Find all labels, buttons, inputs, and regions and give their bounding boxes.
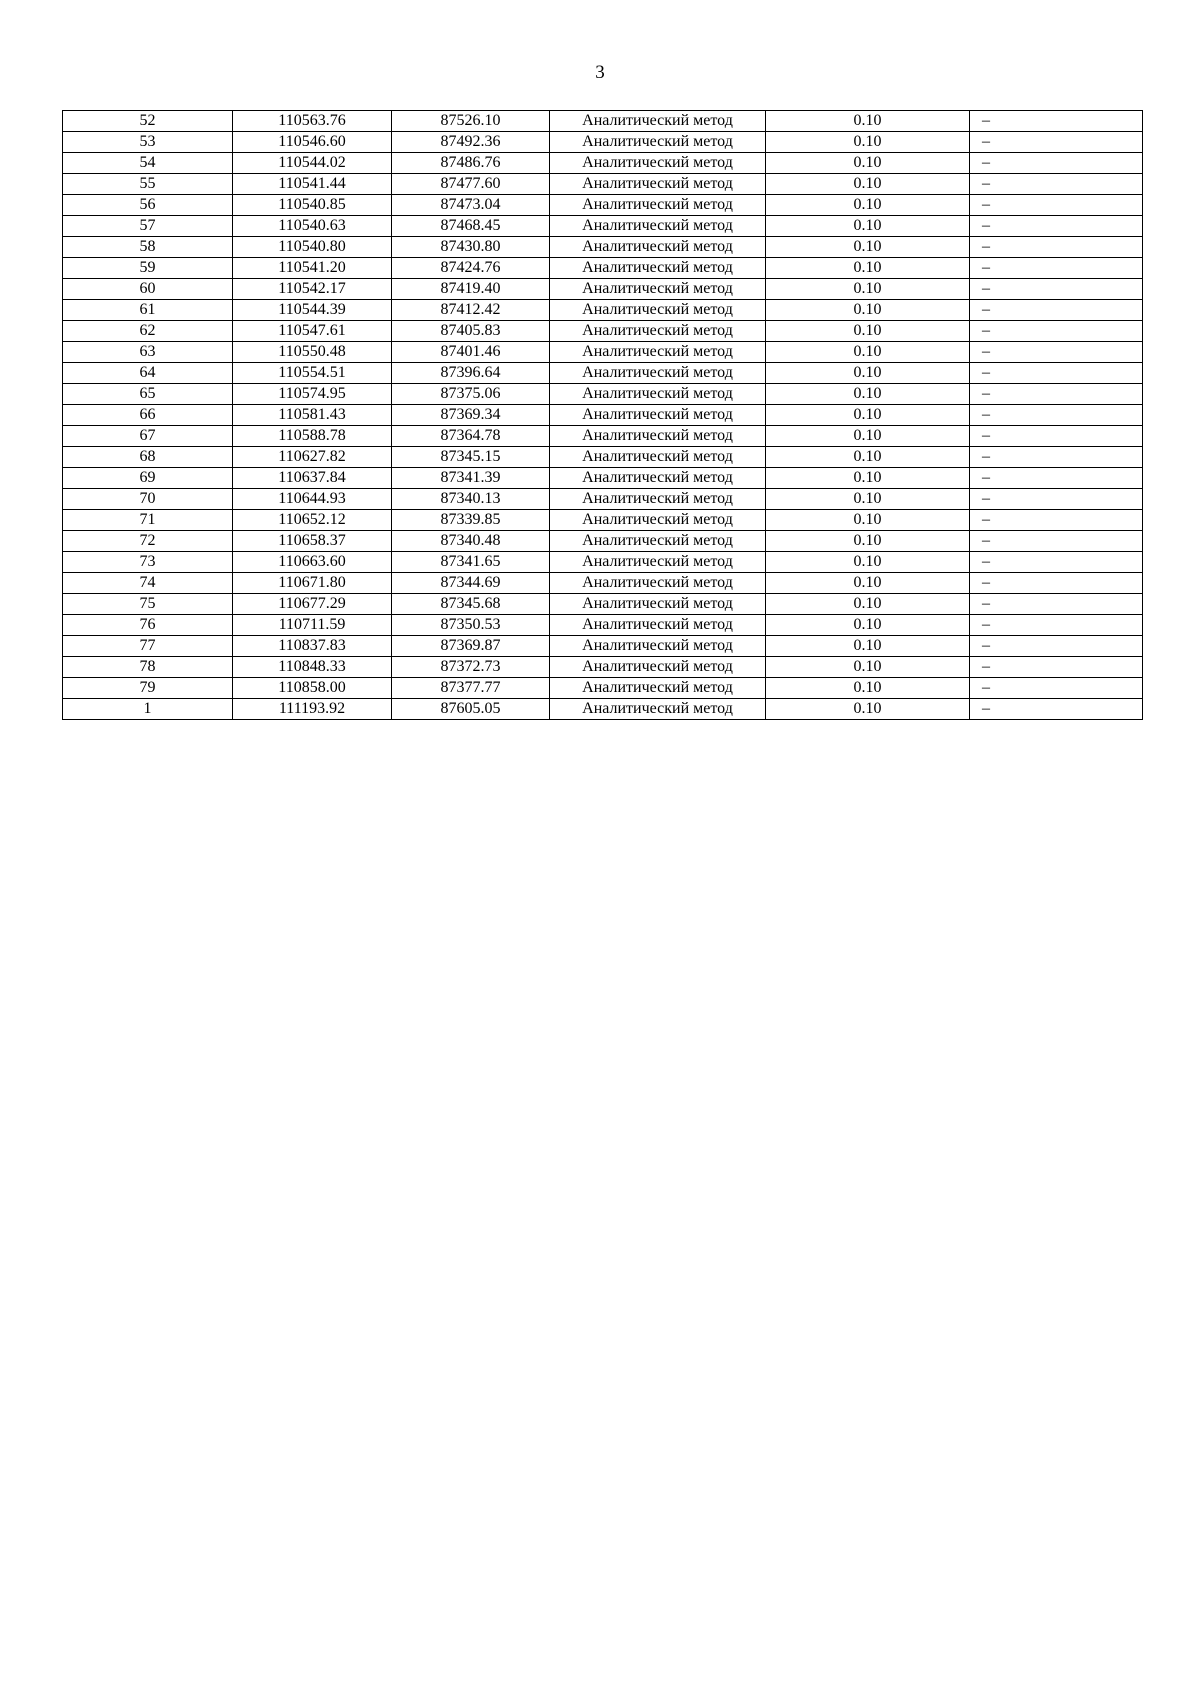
method-cell: Аналитический метод bbox=[550, 510, 766, 531]
accuracy-cell: 0.10 bbox=[766, 468, 970, 489]
point-number-cell: 57 bbox=[63, 216, 233, 237]
point-number-cell: 64 bbox=[63, 363, 233, 384]
note-cell: – bbox=[970, 510, 1143, 531]
accuracy-cell: 0.10 bbox=[766, 636, 970, 657]
accuracy-cell: 0.10 bbox=[766, 363, 970, 384]
accuracy-cell: 0.10 bbox=[766, 321, 970, 342]
method-cell: Аналитический метод bbox=[550, 174, 766, 195]
note-cell: – bbox=[970, 594, 1143, 615]
point-number-cell: 73 bbox=[63, 552, 233, 573]
coordinates-table-body bbox=[63, 111, 1143, 720]
table-row bbox=[63, 300, 1143, 321]
note-cell: – bbox=[970, 195, 1143, 216]
accuracy-cell: 0.10 bbox=[766, 510, 970, 531]
accuracy-cell: 0.10 bbox=[766, 300, 970, 321]
y-coordinate-cell: 87340.48 bbox=[392, 531, 550, 552]
method-cell: Аналитический метод bbox=[550, 195, 766, 216]
y-coordinate-cell: 87369.34 bbox=[392, 405, 550, 426]
point-number-cell: 70 bbox=[63, 489, 233, 510]
method-cell: Аналитический метод bbox=[550, 426, 766, 447]
y-coordinate-cell: 87364.78 bbox=[392, 426, 550, 447]
accuracy-cell: 0.10 bbox=[766, 342, 970, 363]
method-cell: Аналитический метод bbox=[550, 699, 766, 720]
x-coordinate-cell: 110541.44 bbox=[233, 174, 392, 195]
table-row bbox=[63, 468, 1143, 489]
method-cell: Аналитический метод bbox=[550, 573, 766, 594]
note-cell: – bbox=[970, 657, 1143, 678]
y-coordinate-cell: 87350.53 bbox=[392, 615, 550, 636]
note-cell: – bbox=[970, 321, 1143, 342]
accuracy-cell: 0.10 bbox=[766, 216, 970, 237]
x-coordinate-cell: 110644.93 bbox=[233, 489, 392, 510]
y-coordinate-cell: 87492.36 bbox=[392, 132, 550, 153]
x-coordinate-cell: 110541.20 bbox=[233, 258, 392, 279]
x-coordinate-cell: 110550.48 bbox=[233, 342, 392, 363]
note-cell: – bbox=[970, 678, 1143, 699]
method-cell: Аналитический метод bbox=[550, 615, 766, 636]
point-number-cell: 56 bbox=[63, 195, 233, 216]
note-cell: – bbox=[970, 342, 1143, 363]
accuracy-cell: 0.10 bbox=[766, 531, 970, 552]
method-cell: Аналитический метод bbox=[550, 237, 766, 258]
point-number-cell: 1 bbox=[63, 699, 233, 720]
point-number-cell: 67 bbox=[63, 426, 233, 447]
page-number: 3 bbox=[595, 62, 605, 83]
accuracy-cell: 0.10 bbox=[766, 657, 970, 678]
note-cell: – bbox=[970, 216, 1143, 237]
table-row bbox=[63, 405, 1143, 426]
note-cell: – bbox=[970, 111, 1143, 132]
table-row bbox=[63, 153, 1143, 174]
note-cell: – bbox=[970, 615, 1143, 636]
y-coordinate-cell: 87405.83 bbox=[392, 321, 550, 342]
table-row bbox=[63, 279, 1143, 300]
method-cell: Аналитический метод bbox=[550, 468, 766, 489]
point-number-cell: 63 bbox=[63, 342, 233, 363]
point-number-cell: 71 bbox=[63, 510, 233, 531]
x-coordinate-cell: 110848.33 bbox=[233, 657, 392, 678]
method-cell: Аналитический метод bbox=[550, 657, 766, 678]
note-cell: – bbox=[970, 636, 1143, 657]
y-coordinate-cell: 87424.76 bbox=[392, 258, 550, 279]
x-coordinate-cell: 110837.83 bbox=[233, 636, 392, 657]
note-cell: – bbox=[970, 405, 1143, 426]
table-row bbox=[63, 363, 1143, 384]
note-cell: – bbox=[970, 573, 1143, 594]
point-number-cell: 66 bbox=[63, 405, 233, 426]
y-coordinate-cell: 87339.85 bbox=[392, 510, 550, 531]
note-cell: – bbox=[970, 426, 1143, 447]
accuracy-cell: 0.10 bbox=[766, 279, 970, 300]
accuracy-cell: 0.10 bbox=[766, 111, 970, 132]
x-coordinate-cell: 110588.78 bbox=[233, 426, 392, 447]
point-number-cell: 76 bbox=[63, 615, 233, 636]
y-coordinate-cell: 87401.46 bbox=[392, 342, 550, 363]
x-coordinate-cell: 110544.39 bbox=[233, 300, 392, 321]
method-cell: Аналитический метод bbox=[550, 321, 766, 342]
table-row bbox=[63, 426, 1143, 447]
x-coordinate-cell: 110546.60 bbox=[233, 132, 392, 153]
method-cell: Аналитический метод bbox=[550, 489, 766, 510]
note-cell: – bbox=[970, 468, 1143, 489]
point-number-cell: 55 bbox=[63, 174, 233, 195]
accuracy-cell: 0.10 bbox=[766, 615, 970, 636]
x-coordinate-cell: 110652.12 bbox=[233, 510, 392, 531]
y-coordinate-cell: 87340.13 bbox=[392, 489, 550, 510]
note-cell: – bbox=[970, 300, 1143, 321]
table-row bbox=[63, 699, 1143, 720]
y-coordinate-cell: 87468.45 bbox=[392, 216, 550, 237]
point-number-cell: 59 bbox=[63, 258, 233, 279]
table-row bbox=[63, 636, 1143, 657]
x-coordinate-cell: 110677.29 bbox=[233, 594, 392, 615]
x-coordinate-cell: 110547.61 bbox=[233, 321, 392, 342]
method-cell: Аналитический метод bbox=[550, 678, 766, 699]
table-row bbox=[63, 111, 1143, 132]
point-number-cell: 58 bbox=[63, 237, 233, 258]
point-number-cell: 77 bbox=[63, 636, 233, 657]
accuracy-cell: 0.10 bbox=[766, 384, 970, 405]
y-coordinate-cell: 87372.73 bbox=[392, 657, 550, 678]
x-coordinate-cell: 110627.82 bbox=[233, 447, 392, 468]
table-row bbox=[63, 132, 1143, 153]
x-coordinate-cell: 110581.43 bbox=[233, 405, 392, 426]
method-cell: Аналитический метод bbox=[550, 405, 766, 426]
y-coordinate-cell: 87473.04 bbox=[392, 195, 550, 216]
note-cell: – bbox=[970, 489, 1143, 510]
accuracy-cell: 0.10 bbox=[766, 573, 970, 594]
note-cell: – bbox=[970, 174, 1143, 195]
accuracy-cell: 0.10 bbox=[766, 153, 970, 174]
note-cell: – bbox=[970, 447, 1143, 468]
point-number-cell: 75 bbox=[63, 594, 233, 615]
method-cell: Аналитический метод bbox=[550, 363, 766, 384]
method-cell: Аналитический метод bbox=[550, 552, 766, 573]
note-cell: – bbox=[970, 279, 1143, 300]
point-number-cell: 52 bbox=[63, 111, 233, 132]
method-cell: Аналитический метод bbox=[550, 300, 766, 321]
note-cell: – bbox=[970, 384, 1143, 405]
point-number-cell: 68 bbox=[63, 447, 233, 468]
y-coordinate-cell: 87345.15 bbox=[392, 447, 550, 468]
point-number-cell: 79 bbox=[63, 678, 233, 699]
x-coordinate-cell: 111193.92 bbox=[233, 699, 392, 720]
x-coordinate-cell: 110658.37 bbox=[233, 531, 392, 552]
y-coordinate-cell: 87377.77 bbox=[392, 678, 550, 699]
y-coordinate-cell: 87344.69 bbox=[392, 573, 550, 594]
point-number-cell: 72 bbox=[63, 531, 233, 552]
accuracy-cell: 0.10 bbox=[766, 489, 970, 510]
x-coordinate-cell: 110671.80 bbox=[233, 573, 392, 594]
table-row bbox=[63, 258, 1143, 279]
accuracy-cell: 0.10 bbox=[766, 552, 970, 573]
table-row bbox=[63, 237, 1143, 258]
x-coordinate-cell: 110542.17 bbox=[233, 279, 392, 300]
y-coordinate-cell: 87526.10 bbox=[392, 111, 550, 132]
table-row bbox=[63, 342, 1143, 363]
note-cell: – bbox=[970, 363, 1143, 384]
point-number-cell: 62 bbox=[63, 321, 233, 342]
y-coordinate-cell: 87430.80 bbox=[392, 237, 550, 258]
note-cell: – bbox=[970, 699, 1143, 720]
point-number-cell: 78 bbox=[63, 657, 233, 678]
accuracy-cell: 0.10 bbox=[766, 258, 970, 279]
accuracy-cell: 0.10 bbox=[766, 237, 970, 258]
note-cell: – bbox=[970, 552, 1143, 573]
point-number-cell: 61 bbox=[63, 300, 233, 321]
table-row bbox=[63, 195, 1143, 216]
y-coordinate-cell: 87486.76 bbox=[392, 153, 550, 174]
accuracy-cell: 0.10 bbox=[766, 699, 970, 720]
method-cell: Аналитический метод bbox=[550, 531, 766, 552]
accuracy-cell: 0.10 bbox=[766, 174, 970, 195]
note-cell: – bbox=[970, 132, 1143, 153]
x-coordinate-cell: 110540.85 bbox=[233, 195, 392, 216]
y-coordinate-cell: 87396.64 bbox=[392, 363, 550, 384]
table-row bbox=[63, 678, 1143, 699]
x-coordinate-cell: 110858.00 bbox=[233, 678, 392, 699]
table-row bbox=[63, 594, 1143, 615]
method-cell: Аналитический метод bbox=[550, 258, 766, 279]
coordinates-table bbox=[62, 110, 1143, 720]
table-row bbox=[63, 384, 1143, 405]
accuracy-cell: 0.10 bbox=[766, 195, 970, 216]
table-row bbox=[63, 615, 1143, 636]
table-row bbox=[63, 174, 1143, 195]
accuracy-cell: 0.10 bbox=[766, 405, 970, 426]
table-row bbox=[63, 552, 1143, 573]
point-number-cell: 54 bbox=[63, 153, 233, 174]
y-coordinate-cell: 87341.39 bbox=[392, 468, 550, 489]
accuracy-cell: 0.10 bbox=[766, 594, 970, 615]
y-coordinate-cell: 87412.42 bbox=[392, 300, 550, 321]
method-cell: Аналитический метод bbox=[550, 594, 766, 615]
method-cell: Аналитический метод bbox=[550, 216, 766, 237]
y-coordinate-cell: 87345.68 bbox=[392, 594, 550, 615]
x-coordinate-cell: 110663.60 bbox=[233, 552, 392, 573]
y-coordinate-cell: 87477.60 bbox=[392, 174, 550, 195]
method-cell: Аналитический метод bbox=[550, 342, 766, 363]
y-coordinate-cell: 87375.06 bbox=[392, 384, 550, 405]
note-cell: – bbox=[970, 531, 1143, 552]
point-number-cell: 69 bbox=[63, 468, 233, 489]
method-cell: Аналитический метод bbox=[550, 111, 766, 132]
table-row bbox=[63, 447, 1143, 468]
accuracy-cell: 0.10 bbox=[766, 132, 970, 153]
method-cell: Аналитический метод bbox=[550, 447, 766, 468]
method-cell: Аналитический метод bbox=[550, 153, 766, 174]
point-number-cell: 65 bbox=[63, 384, 233, 405]
table-row bbox=[63, 657, 1143, 678]
y-coordinate-cell: 87419.40 bbox=[392, 279, 550, 300]
accuracy-cell: 0.10 bbox=[766, 426, 970, 447]
table-row bbox=[63, 531, 1143, 552]
point-number-cell: 60 bbox=[63, 279, 233, 300]
x-coordinate-cell: 110540.63 bbox=[233, 216, 392, 237]
point-number-cell: 53 bbox=[63, 132, 233, 153]
table-row bbox=[63, 510, 1143, 531]
table-row bbox=[63, 489, 1143, 510]
accuracy-cell: 0.10 bbox=[766, 447, 970, 468]
note-cell: – bbox=[970, 258, 1143, 279]
x-coordinate-cell: 110574.95 bbox=[233, 384, 392, 405]
y-coordinate-cell: 87605.05 bbox=[392, 699, 550, 720]
x-coordinate-cell: 110563.76 bbox=[233, 111, 392, 132]
point-number-cell: 74 bbox=[63, 573, 233, 594]
y-coordinate-cell: 87341.65 bbox=[392, 552, 550, 573]
note-cell: – bbox=[970, 237, 1143, 258]
table-row bbox=[63, 321, 1143, 342]
x-coordinate-cell: 110554.51 bbox=[233, 363, 392, 384]
x-coordinate-cell: 110540.80 bbox=[233, 237, 392, 258]
method-cell: Аналитический метод bbox=[550, 279, 766, 300]
table-row bbox=[63, 216, 1143, 237]
table-row bbox=[63, 573, 1143, 594]
note-cell: – bbox=[970, 153, 1143, 174]
x-coordinate-cell: 110711.59 bbox=[233, 615, 392, 636]
x-coordinate-cell: 110637.84 bbox=[233, 468, 392, 489]
x-coordinate-cell: 110544.02 bbox=[233, 153, 392, 174]
method-cell: Аналитический метод bbox=[550, 384, 766, 405]
accuracy-cell: 0.10 bbox=[766, 678, 970, 699]
y-coordinate-cell: 87369.87 bbox=[392, 636, 550, 657]
method-cell: Аналитический метод bbox=[550, 132, 766, 153]
method-cell: Аналитический метод bbox=[550, 636, 766, 657]
